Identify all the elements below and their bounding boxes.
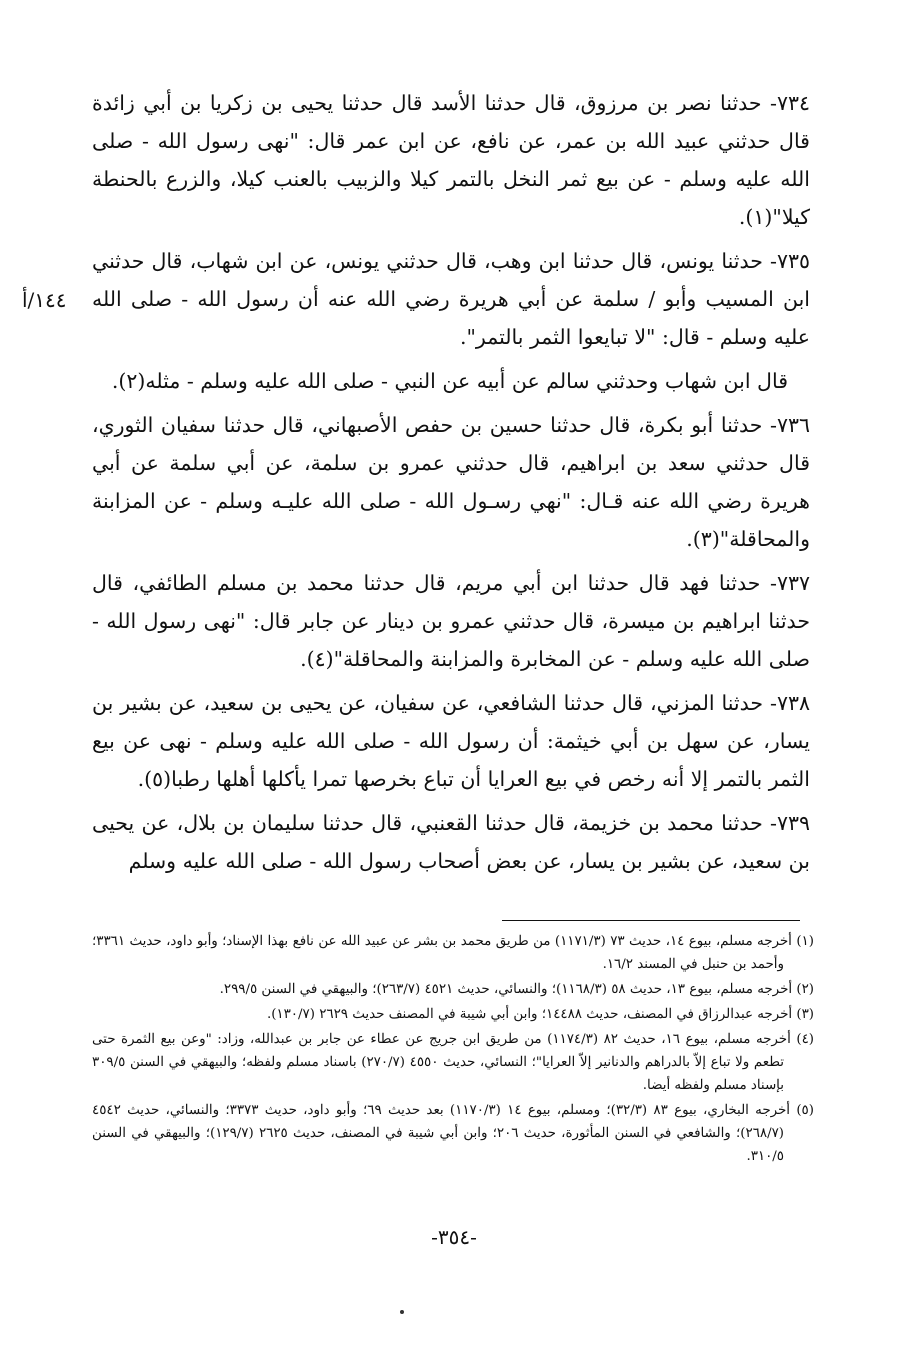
hadith-737: ٧٣٧- حدثنا فهد قال حدثنا ابن أبي مريم، قال حدثنا محمد بن مسلم الطائفي، قال حدثنا ابراهيم بن ميسرة، قال حدثني عمرو بن دينار عن جابر قال: "نهى رسول الله - صلى الله عليه وسلم - عن المخابرة والمزابنة والمحاقلة"(٤). [92, 571, 810, 671]
hadith-739: ٧٣٩- حدثنا محمد بن خزيمة، قال حدثنا القعنبي، قال حدثنا سليمان بن بلال، عن يحيى بن سعيد، عن بشير بن يسار، عن بعض أصحاب رسول الله - صلى الله عليه وسلم [92, 811, 810, 873]
footnote-3: (٣) أخرجه عبدالرزاق في المصنف، حديث ١٤٤٨٨؛ وابن أبي شيبة في المصنف حديث ٢٦٢٩ (١٣٠/٧). [266, 1007, 814, 1022]
footnote-5: (٥) أخرجه البخاري، بيوع ٨٣ (٣٢/٣)؛ ومسلم، بيوع ١٤ (١١٧٠/٣) بعد حديث ٦٩؛ وأبو داود، حديث ٣٣٧٣؛ والنسائي، حديث ٤٥٤٢ (٢٦٨/٧)؛ والشافعي في السنن المأثورة، حديث ٢٠٦؛ وابن أبي شيبة في المصنف، حديث ٢٦٢٥ (١٢٩/٧)؛ والبيهقي في السنن ٣١٠/٥. [92, 1103, 814, 1164]
hadith-734: ٧٣٤- حدثنا نصر بن مرزوق، قال حدثنا الأسد قال حدثنا يحيى بن زكريا بن أبي زائدة قال حدثني عبيد الله بن عمر، عن نافع، عن ابن عمر قال: "نهى رسول الله - صلى الله عليه وسلم - عن بيع ثمر النخل بالتمر كيلا والزبيب بالعنب كيلا، والزرع بالحنطة كيلا"(١). [92, 91, 810, 229]
manuscript-folio-note: ١٤٤/أ [22, 288, 67, 312]
main-text [92, 84, 810, 886]
footnote-1: (١) أخرجه مسلم، بيوع ١٤، حديث ٧٣ (١١٧١/٣) من طريق محمد بن بشر عن عبيد الله عن نافع بهذا الإسناد؛ وأبو داود، حديث ٣٣٦١؛ وأحمد بن حنبل في المسند ١٦/٢. [92, 934, 814, 972]
footnote-divider [502, 920, 800, 921]
hadith-735-continuation: قال ابن شهاب وحدثني سالم عن أبيه عن النبي - صلى الله عليه وسلم - مثله(٢). [111, 369, 788, 393]
hadith-735: ٧٣٥- حدثنا يونس، قال حدثنا ابن وهب، قال حدثني يونس، عن ابن شهاب، قال حدثني ابن المسيب وأبو / سلمة عن أبي هريرة رضي الله عنه أن رسول الله - صلى الله عليه وسلم - قال: "لا تبايعوا الثمر بالتمر". [92, 249, 810, 349]
hadith-738: ٧٣٨- حدثنا المزني، قال حدثنا الشافعي، عن سفيان، عن يحيى بن سعيد، عن بشير بن يسار، عن سهل بن أبي خيثمة: أن رسول الله - صلى الله عليه وسلم - نهى عن بيع الثمر بالتمر إلا أنه رخص في بيع العرايا أن تباع بخرصها تمرا يأكلها أهلها رطبا(٥). [92, 691, 810, 791]
footnote-4: (٤) أخرجه مسلم، بيوع ١٦، حديث ٨٢ (١١٧٤/٣) من طريق ابن جريج عن عطاء عن جابر بن عبدالله، وزاد: "وعن بيع الثمرة حتى تطعم ولا تباع إلاّ بالدراهم والدنانير إلاّ العرايا"؛ النسائي، حديث ٤٥٥٠ (٢٧٠/٧) باسناد مسلم ولفظه؛ والبيهقي في السنن ٣٠٩/٥ بإسناد مسلم ولفظه أيضا. [92, 1032, 814, 1093]
hadith-736: ٧٣٦- حدثنا أبو بكرة، قال حدثنا حسين بن حفص الأصبهاني، قال حدثنا سفيان الثوري، قال حدثني سعد بن ابراهيم، قال حدثني عمرو بن سلمة، عن أبي سلمة عن أبي هريرة رضي الله عنه قـال: "نهي رسـول الله - صلى الله عليـه وسلم - عن المزابنة والمحاقلة"(٣). [92, 413, 810, 551]
footnote-2: (٢) أخرجه مسلم، بيوع ١٣، حديث ٥٨ (١١٦٨/٣)؛ والنسائي، حديث ٤٥٢١ (٢٦٣/٧)؛ والبيهقي في السنن ٢٩٩/٥. [219, 982, 814, 997]
footnotes [92, 930, 814, 1170]
scan-dot [400, 1310, 404, 1314]
page-number: -٣٥٤- [431, 1225, 477, 1249]
